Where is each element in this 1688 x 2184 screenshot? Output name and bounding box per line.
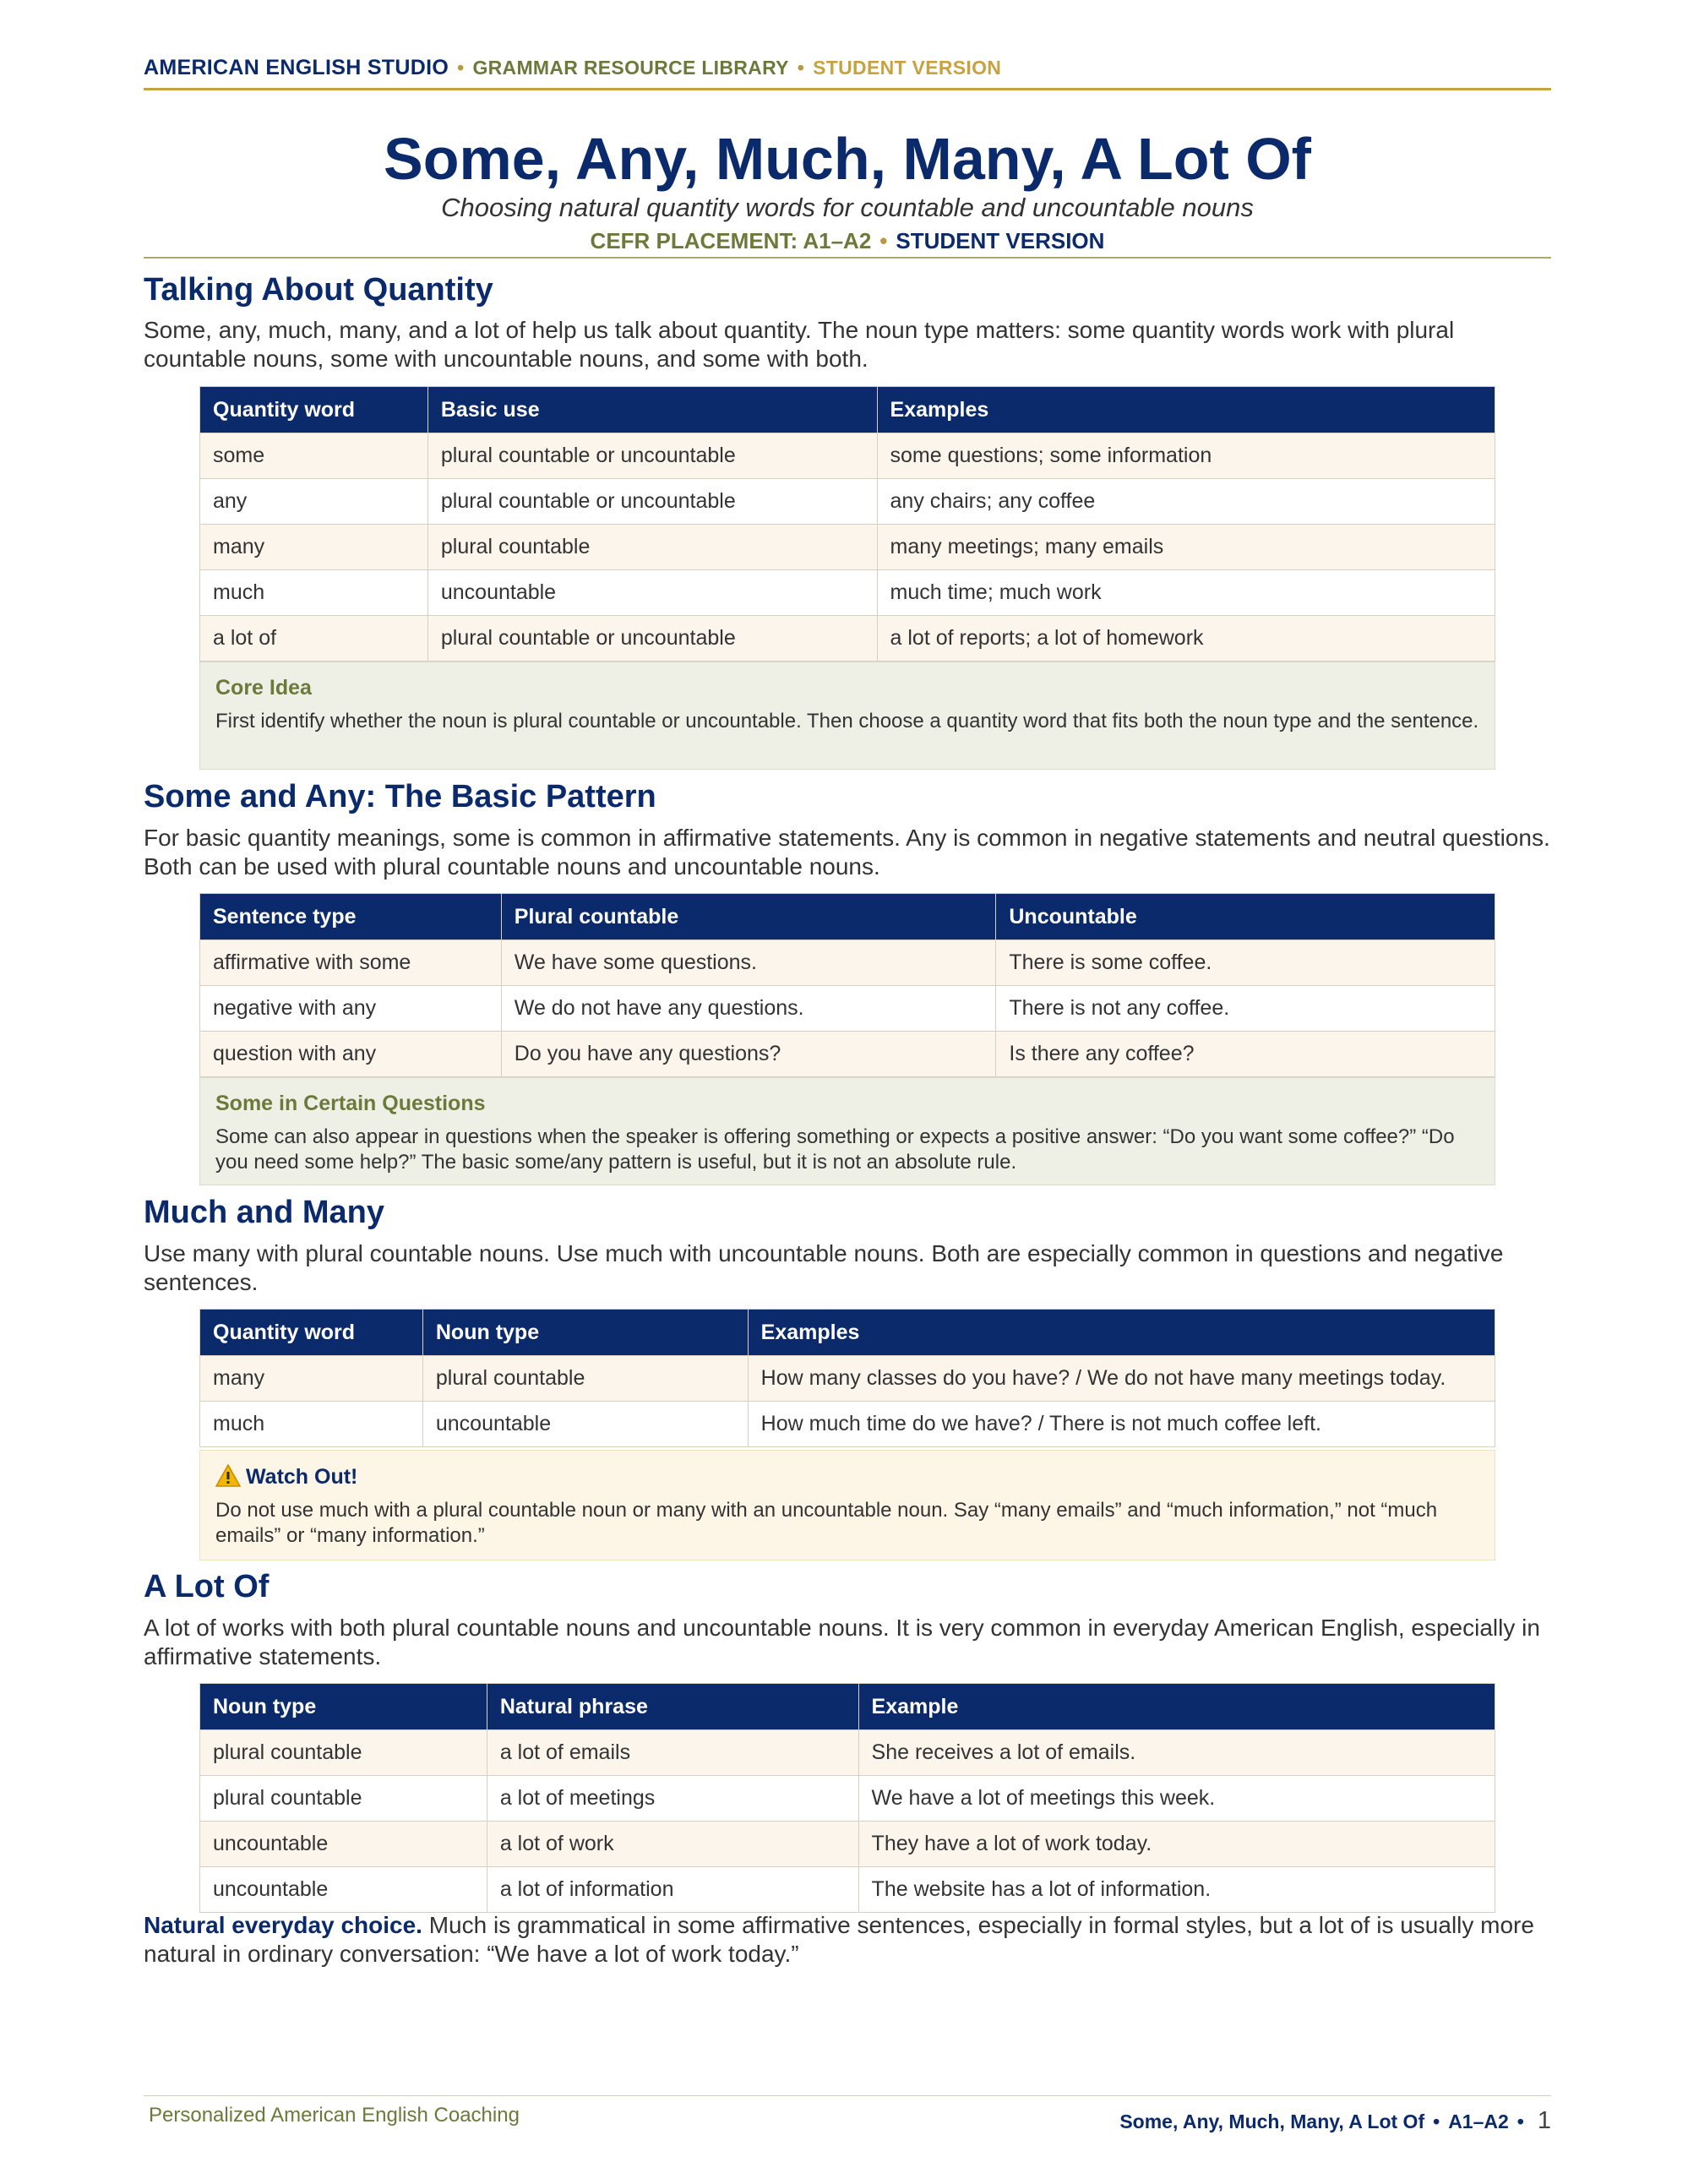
page-number: 1 [1537,2107,1551,2134]
table-cell: We have some questions. [501,940,996,986]
section-heading: A Lot Of [144,1569,270,1604]
column-header: Sentence type [200,894,502,940]
table-cell: Do you have any questions? [501,1032,996,1077]
tip-lead: Natural everyday choice. [144,1912,422,1938]
tip-body: Much is grammatical in some affirmative sentences, especially in formal styles, but a lot of is usually more natural in ordinary conversation: “We have a lot of work today.” [144,1912,1534,1967]
title-rule [144,257,1551,259]
placement-line [144,228,1551,254]
table-row [200,940,1495,986]
table-row [200,1032,1495,1077]
table-cell: a lot of information [487,1867,858,1913]
table-cell: many [200,525,428,570]
table-cell: uncountable [200,1867,487,1913]
placement-separator: • [879,228,888,253]
table-row [200,525,1495,570]
table-header-row [200,1684,1495,1730]
note-title: Core Idea [215,676,312,700]
version-label: STUDENT VERSION [813,57,1002,79]
footer-coaching-label: Personalized American English Coaching [149,2104,520,2127]
table-cell: negative with any [200,986,502,1032]
column-header: Examples [877,387,1495,433]
table-cell: There is some coffee. [996,940,1495,986]
footer-title: Some, Any, Much, Many, A Lot Of [1119,2110,1425,2132]
table-cell: plural countable [200,1730,487,1776]
some-any-table [199,893,1495,1077]
page-subtitle: Choosing natural quantity words for countable and uncountable nouns [441,193,1254,222]
column-header: Noun type [200,1684,487,1730]
note-title: Some in Certain Questions [215,1092,486,1115]
section-heading: Talking About Quantity [144,272,493,308]
table-row [200,570,1495,616]
table-cell: any chairs; any coffee [877,479,1495,525]
table-row [200,1356,1495,1402]
column-header: Example [858,1684,1495,1730]
footer-separator: • [1433,2110,1440,2132]
table-row [200,433,1495,479]
table-cell: plural countable or uncountable [427,479,877,525]
some-questions-note [199,1077,1495,1185]
library-name: GRAMMAR RESOURCE LIBRARY [472,57,789,79]
table-cell: The website has a lot of information. [858,1867,1495,1913]
brand-name: AMERICAN ENGLISH STUDIO [144,56,449,79]
table-cell: plural countable [427,525,877,570]
table-cell: question with any [200,1032,502,1077]
much-many-table [199,1309,1495,1447]
page-title: Some, Any, Much, Many, A Lot Of [384,126,1311,192]
quantity-table [199,386,1495,662]
header-rule [144,88,1551,90]
table-header-row [200,894,1495,940]
table-cell: uncountable [422,1402,748,1447]
table-row [200,1402,1495,1447]
header-separator: • [457,57,465,79]
a-lot-of-table [199,1683,1495,1913]
table-cell: some [200,433,428,479]
table-cell: plural countable or uncountable [427,616,877,662]
placement-version: STUDENT VERSION [896,228,1105,253]
table-cell: Is there any coffee? [996,1032,1495,1077]
table-cell: much [200,1402,423,1447]
column-header: Uncountable [996,894,1495,940]
table-cell: How many classes do you have? / We do not have many meetings today. [748,1356,1495,1402]
running-header [144,56,1551,80]
table-row [200,1867,1495,1913]
table-cell: affirmative with some [200,940,502,986]
table-row [200,986,1495,1032]
note-title: Watch Out! [246,1465,358,1489]
column-header: Quantity word [200,387,428,433]
column-header: Basic use [427,387,877,433]
section-intro: A lot of works with both plural countable nouns and uncountable nouns. It is very common in everyday American English, especially in affirmative statements. [144,1615,1540,1669]
core-idea-note [199,662,1495,770]
warning-icon [215,1464,241,1487]
section-intro: Some, any, much, many, and a lot of help us talk about quantity. The noun type matters: some quantity words work with plural countable nouns, some with uncountable nouns, and some with both. [144,317,1455,372]
table-cell: many [200,1356,423,1402]
column-header: Examples [748,1310,1495,1356]
note-body: First identify whether the noun is plural countable or uncountable. Then choose a quantity word that fits both the noun type and the sentence. [215,710,1479,733]
table-cell: We do not have any questions. [501,986,996,1032]
section-intro: For basic quantity meanings, some is common in affirmative statements. Any is common in negative statements and neutral questions. Both can be used with plural countable nouns and uncountable nouns. [144,825,1550,880]
footer-rule [144,2095,1551,2096]
table-row [200,1776,1495,1822]
note-body: Some can also appear in questions when the speaker is offering something or expects a positive answer: “Do you want some coffee?” “Do you need some help?” The basic some/any pattern is useful, but it is not an absolute rule. [215,1125,1455,1174]
table-cell: much [200,570,428,616]
footer-doc-info [1119,2107,1551,2135]
footer-separator: • [1516,2110,1524,2132]
section-heading: Some and Any: The Basic Pattern [144,779,656,814]
cefr-placement: CEFR PLACEMENT: A1–A2 [590,228,872,253]
column-header: Natural phrase [487,1684,858,1730]
table-cell: a lot of [200,616,428,662]
table-cell: plural countable [200,1776,487,1822]
column-header: Plural countable [501,894,996,940]
natural-choice-tip [144,1911,1551,1969]
table-cell: They have a lot of work today. [858,1822,1495,1867]
table-row [200,616,1495,662]
table-cell: any [200,479,428,525]
table-cell: a lot of reports; a lot of homework [877,616,1495,662]
table-cell: She receives a lot of emails. [858,1730,1495,1776]
section-heading: Much and Many [144,1195,385,1230]
table-cell: some questions; some information [877,433,1495,479]
table-cell: There is not any coffee. [996,986,1495,1032]
table-cell: many meetings; many emails [877,525,1495,570]
table-cell: much time; much work [877,570,1495,616]
table-cell: uncountable [200,1822,487,1867]
table-header-row [200,1310,1495,1356]
table-cell: How much time do we have? / There is not much coffee left. [748,1402,1495,1447]
note-body: Do not use much with a plural countable noun or many with an uncountable noun. Say “many emails” and “much information,” not “much emails” or “many information.” [215,1499,1438,1547]
note-title-row [215,1464,1479,1490]
table-cell: plural countable or uncountable [427,433,877,479]
table-header-row [200,387,1495,433]
watch-out-note [199,1450,1495,1560]
column-header: Quantity word [200,1310,423,1356]
table-cell: We have a lot of meetings this week. [858,1776,1495,1822]
table-cell: plural countable [422,1356,748,1402]
column-header: Noun type [422,1310,748,1356]
table-row [200,479,1495,525]
table-cell: a lot of meetings [487,1776,858,1822]
table-cell: a lot of emails [487,1730,858,1776]
table-row [200,1822,1495,1867]
table-row [200,1730,1495,1776]
footer-level: A1–A2 [1448,2110,1509,2132]
table-cell: a lot of work [487,1822,858,1867]
table-cell: uncountable [427,570,877,616]
section-intro: Use many with plural countable nouns. Use much with uncountable nouns. Both are especially common in questions and negative sentences. [144,1240,1504,1295]
header-separator: • [797,57,805,79]
